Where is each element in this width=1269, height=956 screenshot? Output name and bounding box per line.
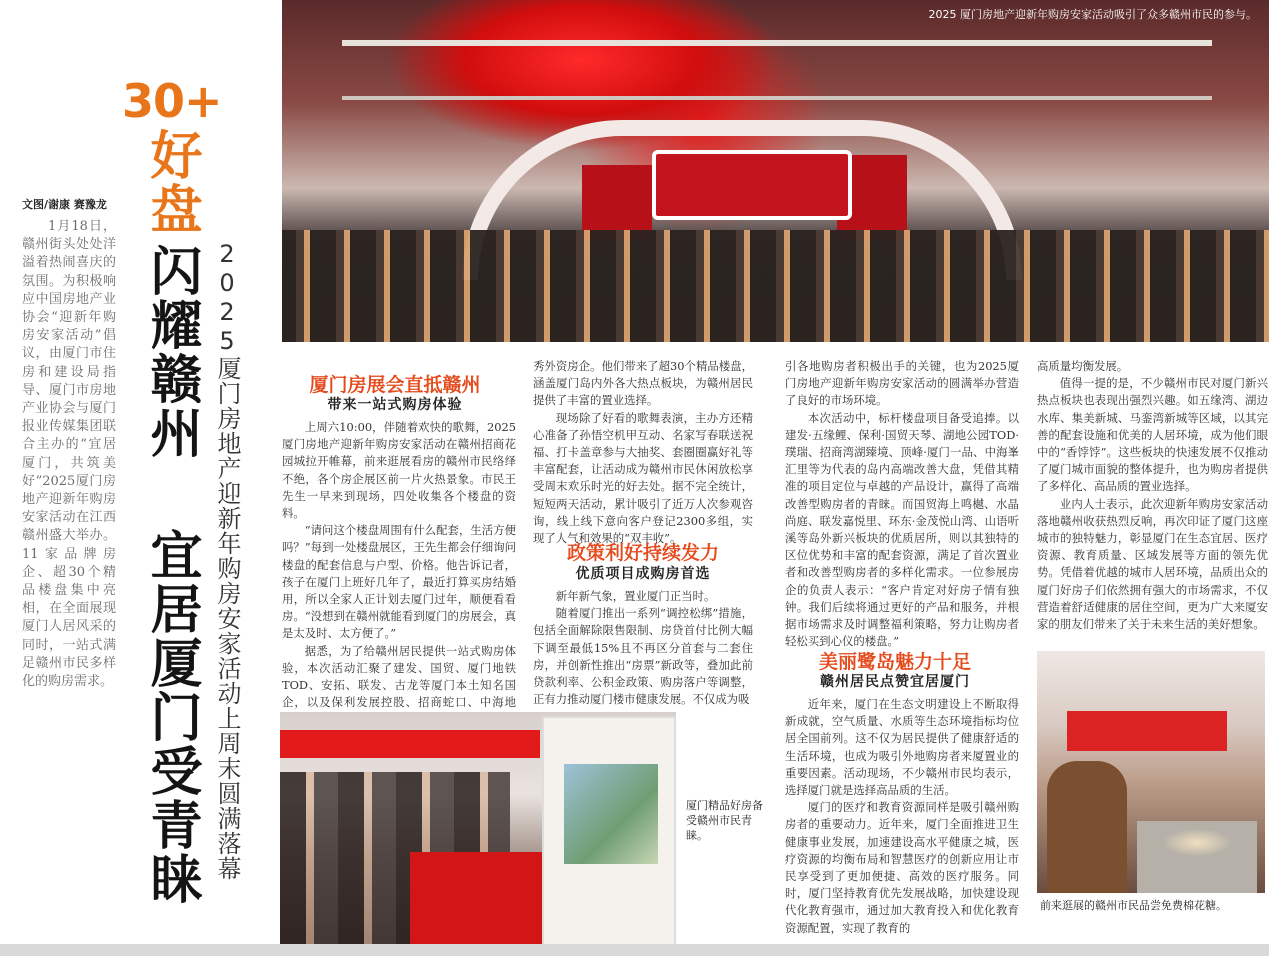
headline-part1: 闪耀赣州 (141, 244, 201, 460)
section3-title: 美丽鹭岛魅力十足 (818, 651, 971, 673)
paragraph: 现场除了好看的歌舞表演，主办方还精心准备了孙悟空机甲互动、名家写春联送祝福、打卡盖章参与大抽奖、套圈圈赢好礼等丰富配套，让活动成为赣州市民休闲放松享受周末欢乐时光的好去处。据不完全统计，短短两天活动，累计吸引了近万人次参观咨询，线上线下意向客户登记2300多组，实现了人气和效果的“双丰收”。 (533, 410, 753, 546)
paragraph: 随着厦门推出一系列“调控松绑”措施，包括全面解除限售限制、房贷首付比例大幅下调至最低15%且不再区分首套与二套住房，并创新性推出“房票”新政等，叠加此前贷款利率、公积金政策、购房落户等调整，正有力推动厦门楼市健康发展。不仅成为吸 (533, 606, 753, 707)
section1-body (282, 419, 516, 729)
column4-body (1037, 358, 1268, 633)
stage-panel-left (582, 165, 652, 240)
column3-body (785, 358, 1019, 650)
lead-paragraph: 1月18日，赣州街头处处洋溢着热闹喜庆的氛围。为积极响应中国房地产业协会“迎新年购房安家活动”倡议，由厦门市住房和建设局指导、厦门市房地产业协会与厦门报业传媒集团联合主办的“宜居厦门，共筑美好”2025厦门房地产迎新年购房安家活动在江西赣州盛大举办。11家品牌房企、超30个精品楼盘集中亮相，在全面展现厦门人居风采的同时，一站式满足赣州市民多样化的购房需求。 (22, 219, 116, 690)
paragraph: 新年新气象，置业厦门正当时。 (555, 589, 716, 603)
property-fair-photo (280, 712, 676, 948)
stage-banner (652, 150, 852, 220)
paragraph: 本次活动中，标杆楼盘项目备受追捧。以建发·五缘鲤、保利·国贸天琴、湖地公园TOD·璞瑞、招商湾湖臻境、顶峰·厦门一品、中海峯汇里等为代表的岛内高端改善大盘，凭借其精准的项目定位与卓越的产品设计，赢得了高端改善型购房者的青睐。而国贸海上鸣樾、水晶尚庭、联发嘉悦里、环东·金茂悦山湾、山语听溪等岛外新兴板块的优质居所，则以其独特的区位优势和丰富的配套资源，满足了首次置业者和改善型购房者的多样化需求。一位参展房企的负责人表示：“客户肯定对好房子情有独钟。我们后续将通过更好的产品和服务，并根据市场需求及时调整福利策略，努力让购房者轻松买到心仪的楼盘。” (785, 410, 1019, 649)
paragraph: 引各地购房者积极出手的关键，也为2025厦门房地产迎新年购房安家活动的圆满举办营造了良好的市场环境。 (785, 359, 1019, 408)
headline-highlight: 好盘 (141, 128, 201, 236)
paragraph: 秀外资房企。他们带来了超30个精品楼盘，涵盖厦门岛内外各大热点板块，为赣州居民提供了丰富的置业选择。 (533, 359, 753, 408)
crowd (282, 230, 1269, 342)
paragraph: 业内人士表示，此次迎新年购房安家活动落地赣州收获热烈反响，再次印证了厦门这座城市的独特魅力，彰显厦门在生态宜居、医疗资源、教育质量、区域发展等方面的领先优势。凭借着优越的城市人居环境，品质出众的厦门好房子们依然拥有强大的市场需求，不仅营造着舒适健康的居住空间，更为广大来厦安家的朋友们带来了关于未来生活的美好想象。 (1037, 496, 1268, 632)
paragraph: 近年来，厦门在生态文明建设上不断取得新成就，空气质量、水质等生态环境指标均位居全国前列。这不仅为居民提供了健康舒适的生活环境，也成为吸引外地购房者来厦置业的重要因素。活动现场，不少赣州市民均表示，选择厦门就是选择高品质的生活。 (785, 697, 1019, 798)
section3-body (785, 696, 1019, 937)
column2-body (533, 358, 753, 547)
cotton-candy-machine (1137, 821, 1257, 893)
section2-subtitle: 优质项目成购房首选 (575, 566, 711, 582)
byline: 文图/谢康 赛豫龙 (22, 198, 107, 211)
subheadline: 2025厦门房地产迎新年购房安家活动上周末圆满落幕 (213, 240, 241, 881)
cotton-photo-caption: 前来逛展的赣州市民品尝免费棉花糖。 (1040, 899, 1227, 912)
paragraph: 值得一提的是，不少赣州市民对厦门新兴热点板块也表现出强烈兴趣。如五缘湾、湖边水库、集美新城、马銮湾新城等区域，以其完善的配套设施和优美的人居环境，成为他们眼中的“香饽饽”。这些板块的快速发展不仅推动了厦门城市面貌的整体提升，也为购房者提供了多样化、高品质的置业选择。 (1037, 376, 1268, 494)
paragraph: “请问这个楼盘周围有什么配套，生活方便吗？”每到一处楼盘展区，王先生都会仔细询问楼盘的配套信息与户型、价格。他告诉记者，孩子在厦门上班好几年了，最近打算买房结婚用，所以全家人正计划去厦门过年，顺便看看房。“没想到在赣州就能看到厦门的房展会，真是太及时、太方便了。” (282, 523, 516, 641)
paragraph: 据悉，为了给赣州居民提供一站式购房体验，本次活动汇聚了建发、国贸、厦门地铁TOD、安拓、联发、古龙等厦门本土知名国企，以及保利发展控股、招商蛇口、中海地 (282, 643, 516, 710)
section1-subtitle: 带来一站式购房体验 (327, 397, 463, 413)
section1-title: 厦门房展会直抵赣州 (309, 374, 481, 396)
main-event-photo (282, 0, 1269, 342)
section3-subtitle: 赣州居民点赞宜居厦门 (820, 674, 970, 690)
project-map (564, 764, 658, 864)
main-photo-caption: 2025 厦门房地产迎新年购房安家活动吸引了众多赣州市民的参与。 (928, 8, 1257, 21)
section2-body (533, 588, 753, 708)
visitor-figure (1047, 761, 1127, 893)
headline-part2: 宜居厦门受青睐 (141, 528, 201, 906)
cotton-candy-photo (1037, 651, 1265, 893)
booth-sign (1067, 711, 1227, 751)
paragraph: 厦门的医疗和教育资源同样是吸引赣州购房者的重要动力。近年来，厦门全面推进卫生健康事业发展，加速建设高水平健康之城，医疗资源的均衡布局和智慧医疗的创新应用让市民享受到了更加便捷、高效的医疗服务。同时，厦门坚持教育优先发展战略，加快建设现代化教育强市，通过加大教育投入和优化教育资源配置，实现了教育的 (785, 800, 1019, 935)
paragraph: 高质量均衡发展。 (1037, 359, 1129, 373)
paragraph: 上周六10:00，伴随着欢快的歌舞，2025厦门房地产迎新年购房安家活动在赣州招商花园城拉开帷幕，前来逛展看房的赣州市民络绎不绝，各个房企展区前一片火热景象。市民王先生一早来到现场，四处收集各个楼盘的资料。 (282, 420, 516, 521)
fair-photo-caption: 厦门精品好房备受赣州市民青睐。 (686, 799, 763, 842)
booth-banner (280, 730, 540, 758)
section2-title: 政策利好持续发力 (566, 542, 719, 564)
booth-table (410, 852, 560, 948)
mall-balconies (342, 40, 1212, 100)
headline-number: 30+ (122, 74, 222, 128)
page-bottom-strip (0, 944, 1269, 956)
